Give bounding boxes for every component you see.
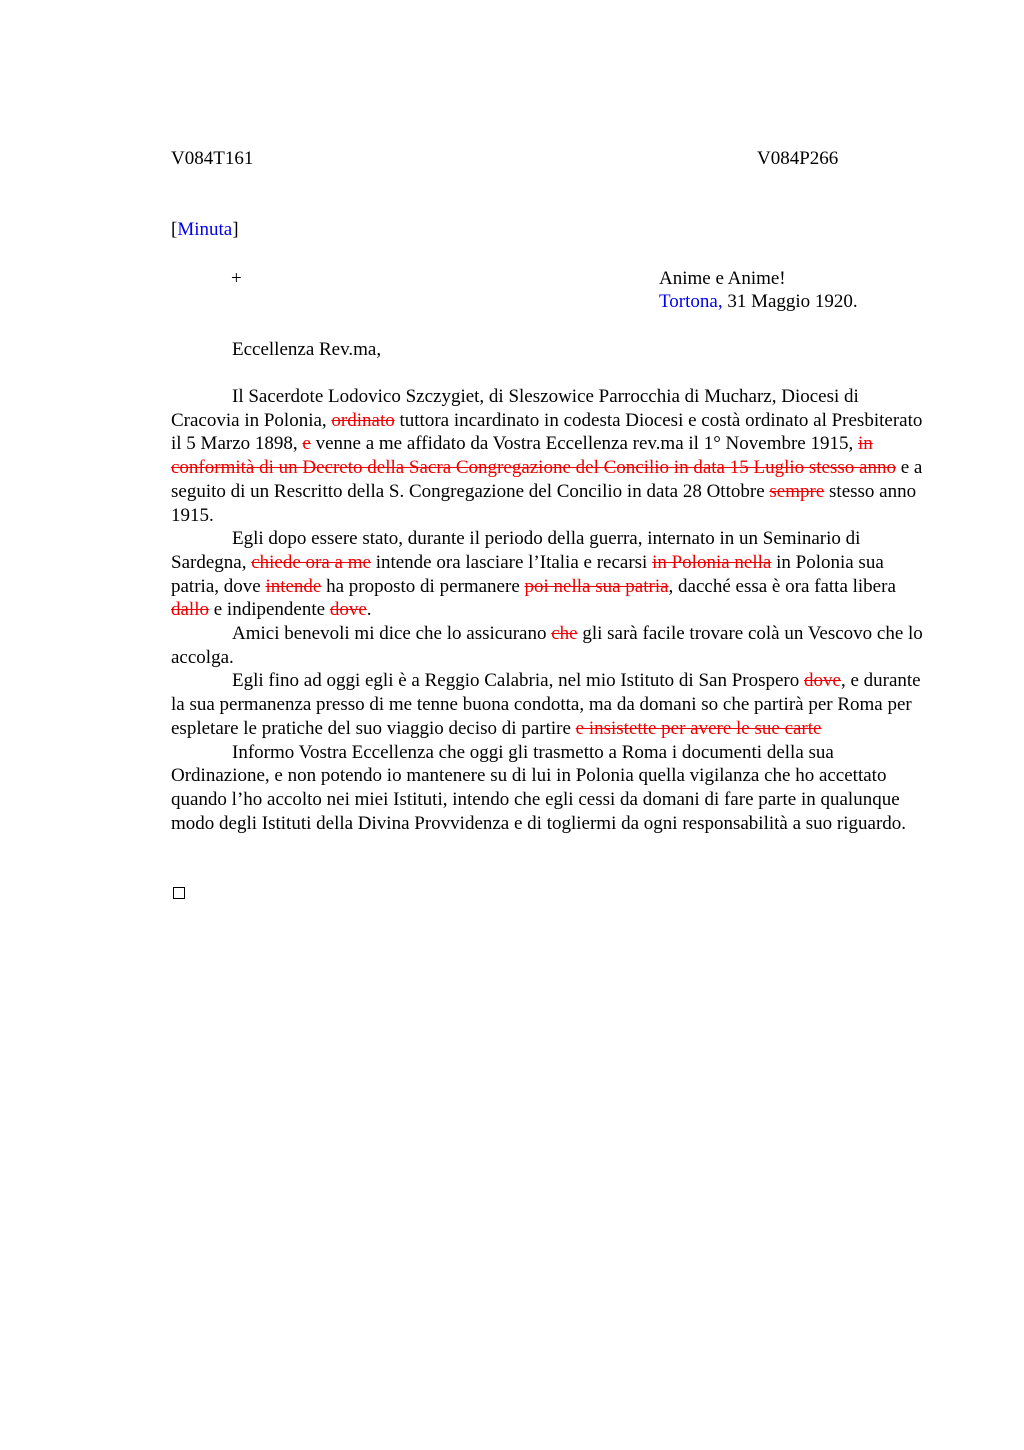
deleted-text: ordinato <box>331 409 395 431</box>
square-box-icon <box>173 887 185 899</box>
paragraph-text: Egli dopo essere stato, durante il periodo della guerra, internato in un Seminario di Sardegna, <box>171 528 861 573</box>
paragraph-text: . <box>366 599 372 621</box>
place-date <box>659 290 858 313</box>
deleted-text: dove <box>329 599 367 621</box>
bracket-open: [ <box>171 219 178 240</box>
letter-paragraph <box>171 385 926 527</box>
minuta-link-text: Minuta <box>177 219 233 240</box>
deleted-text: intende <box>265 575 322 597</box>
bracket-close: ] <box>232 219 239 240</box>
deleted-text: dove <box>804 670 841 692</box>
deleted-text: dallo <box>171 599 209 621</box>
deleted-text: in Polonia nella <box>652 551 772 573</box>
motto: Anime e Anime! <box>659 268 786 289</box>
letter-paragraph <box>171 741 926 836</box>
paragraph-text: Egli fino ad oggi egli è a Reggio Calabria, nel mio Istituto di San Prospero <box>232 670 805 692</box>
deleted-text: che <box>551 623 578 645</box>
paragraph-text: intende ora lasciare l’Italia e recarsi <box>370 551 653 573</box>
deleted-text: poi nella sua patria <box>524 575 669 597</box>
paragraph-text: , e durante la sua permanenza presso di me tenne buona condotta, ma da domani so che partirà per Roma per espletare le pratiche del suo viaggio deciso di partire <box>171 670 921 739</box>
paragraph-text: in Polonia sua patria, dove <box>171 551 884 597</box>
paragraph-text: , dacché essa è ora fatta libera <box>668 575 896 597</box>
letter-paragraph <box>171 622 926 669</box>
document-code-left: V084T161 <box>171 148 254 169</box>
paragraph-text: tuttora incardinato in codesta Diocesi e costà ordinato al Presbiterato il 5 Marzo 1898, <box>171 409 923 455</box>
paragraph-text: Il Sacerdote Lodovico Szczygiet, di Sleszowice Parrocchia di Mucharz, Diocesi di Cracovia in Polonia, <box>171 386 859 431</box>
paragraph-text: Informo Vostra Eccellenza che oggi gli trasmetto a Roma i documenti della sua Ordinazione, e non potendo io mantenere su di lui in Polonia quella vigilanza che ho accettato quando l’ho accolto nei miei Istituti, intendo che egli cessi da domani di fare parte in qualunque modo degli Istituti della Divina Provvidenza e di togliermi da ogni responsabilità a suo riguardo. <box>171 741 907 834</box>
document-code-right: V084P266 <box>757 148 839 169</box>
deleted-text: e <box>302 433 311 455</box>
minuta-label <box>171 218 239 241</box>
paragraph-text: e a seguito di un Rescritto della S. Congregazione del Concilio in data 28 Ottobre <box>171 457 923 502</box>
deleted-text: in conformità di un Decreto della Sacra Congregazione del Concilio in data 15 Luglio stesso anno <box>171 433 896 479</box>
paragraph-text: ha proposto di permanere <box>321 575 525 597</box>
date-text: 31 Maggio 1920. <box>722 291 858 312</box>
letter-paragraph <box>171 669 926 740</box>
salutation: Eccellenza Rev.ma, <box>232 339 382 360</box>
paragraph-text: venne a me affidato da Vostra Eccellenza rev.ma il 1° Novembre 1915, <box>310 433 858 455</box>
paragraph-text: e indipendente <box>209 599 330 621</box>
deleted-text: chiede ora a me <box>251 551 371 573</box>
paragraph-text: stesso anno 1915. <box>171 480 917 526</box>
paragraph-text: gli sarà facile trovare colà un Vescovo che lo accolga. <box>171 623 923 668</box>
deleted-text: sempre <box>769 480 825 502</box>
letter-body <box>171 385 926 835</box>
letter-paragraph <box>171 527 926 622</box>
place-name: Tortona, <box>659 291 723 312</box>
cross-mark: + <box>231 268 242 289</box>
paragraph-text: Amici benevoli mi dice che lo assicurano <box>232 623 552 645</box>
deleted-text: e insistette per avere le sue carte <box>575 717 822 739</box>
